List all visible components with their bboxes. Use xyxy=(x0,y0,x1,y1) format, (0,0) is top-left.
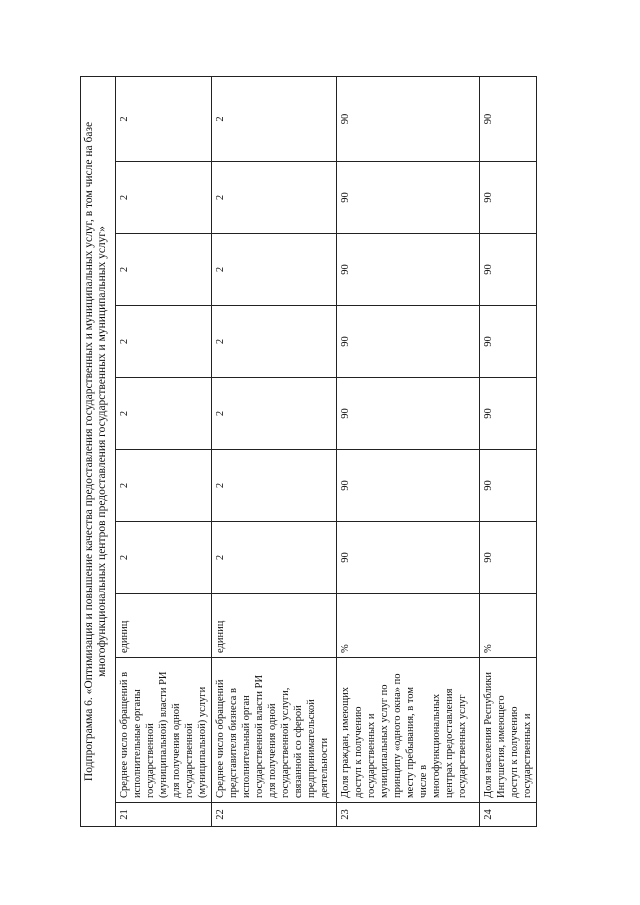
value-cell: 2 xyxy=(116,162,212,234)
unit-cell: единиц xyxy=(212,594,337,658)
table-row xyxy=(116,76,212,826)
value-cell: 2 xyxy=(212,306,337,378)
value-cell: 90 xyxy=(337,306,480,378)
value-cell: 90 xyxy=(337,234,480,306)
row-number: 23 xyxy=(337,803,480,827)
value-cell: 90 xyxy=(480,522,537,594)
indicator-name: Среднее число обращений представителя бизнеса в исполнительный орган государственной власти РИ для получения одной государственной услуги, связанной со сферой предпринимательской деятельности xyxy=(212,658,337,803)
value-cell: 2 xyxy=(116,522,212,594)
indicator-name: Доля населения Республики Ингушетия, имеющего доступ к получению государственных и xyxy=(480,658,537,803)
value-cell: 2 xyxy=(212,162,337,234)
value-cell: 90 xyxy=(480,378,537,450)
value-cell: 90 xyxy=(480,306,537,378)
value-cell: 90 xyxy=(337,450,480,522)
unit-cell: % xyxy=(337,594,480,658)
value-cell: 90 xyxy=(480,234,537,306)
value-cell: 90 xyxy=(480,450,537,522)
rotated-page xyxy=(80,97,533,827)
value-cell: 90 xyxy=(337,378,480,450)
indicators-table xyxy=(80,76,537,827)
value-cell: 2 xyxy=(116,450,212,522)
subprogram-title: Подпрограмма 6. «Оптимизация и повышение качества предоставления государственных и муниципальных услуг, в том числе на базе многофункциональных центров предоставления государственных и муниципальных услуг» xyxy=(81,76,116,826)
value-cell: 2 xyxy=(212,378,337,450)
value-cell: 90 xyxy=(480,162,537,234)
table-row xyxy=(212,76,337,826)
value-cell: 2 xyxy=(116,378,212,450)
value-cell: 2 xyxy=(212,522,337,594)
indicator-name: Доля граждан, имеющих доступ к получению государственных и муниципальных услуг по принципу «одного окна» по месту пребывания, в том числе в многофункциональных центрах предоставления государственных услуг xyxy=(337,658,480,803)
row-number: 21 xyxy=(116,803,212,827)
table-row xyxy=(480,76,537,826)
value-cell: 90 xyxy=(337,162,480,234)
value-cell: 90 xyxy=(480,76,537,161)
value-cell: 90 xyxy=(337,522,480,594)
unit-cell: % xyxy=(480,594,537,658)
value-cell: 2 xyxy=(212,76,337,161)
row-number: 22 xyxy=(212,803,337,827)
indicator-name: Среднее число обращений в исполнительные органы государственной (муниципальной) власти РИ для получения одной государственной (муниципальной) услуги xyxy=(116,658,212,803)
value-cell: 2 xyxy=(116,306,212,378)
value-cell: 2 xyxy=(212,450,337,522)
row-number: 24 xyxy=(480,803,537,827)
value-cell: 2 xyxy=(116,234,212,306)
value-cell: 2 xyxy=(212,234,337,306)
value-cell: 2 xyxy=(116,76,212,161)
unit-cell: единиц xyxy=(116,594,212,658)
table-row xyxy=(337,76,480,826)
value-cell: 90 xyxy=(337,76,480,161)
